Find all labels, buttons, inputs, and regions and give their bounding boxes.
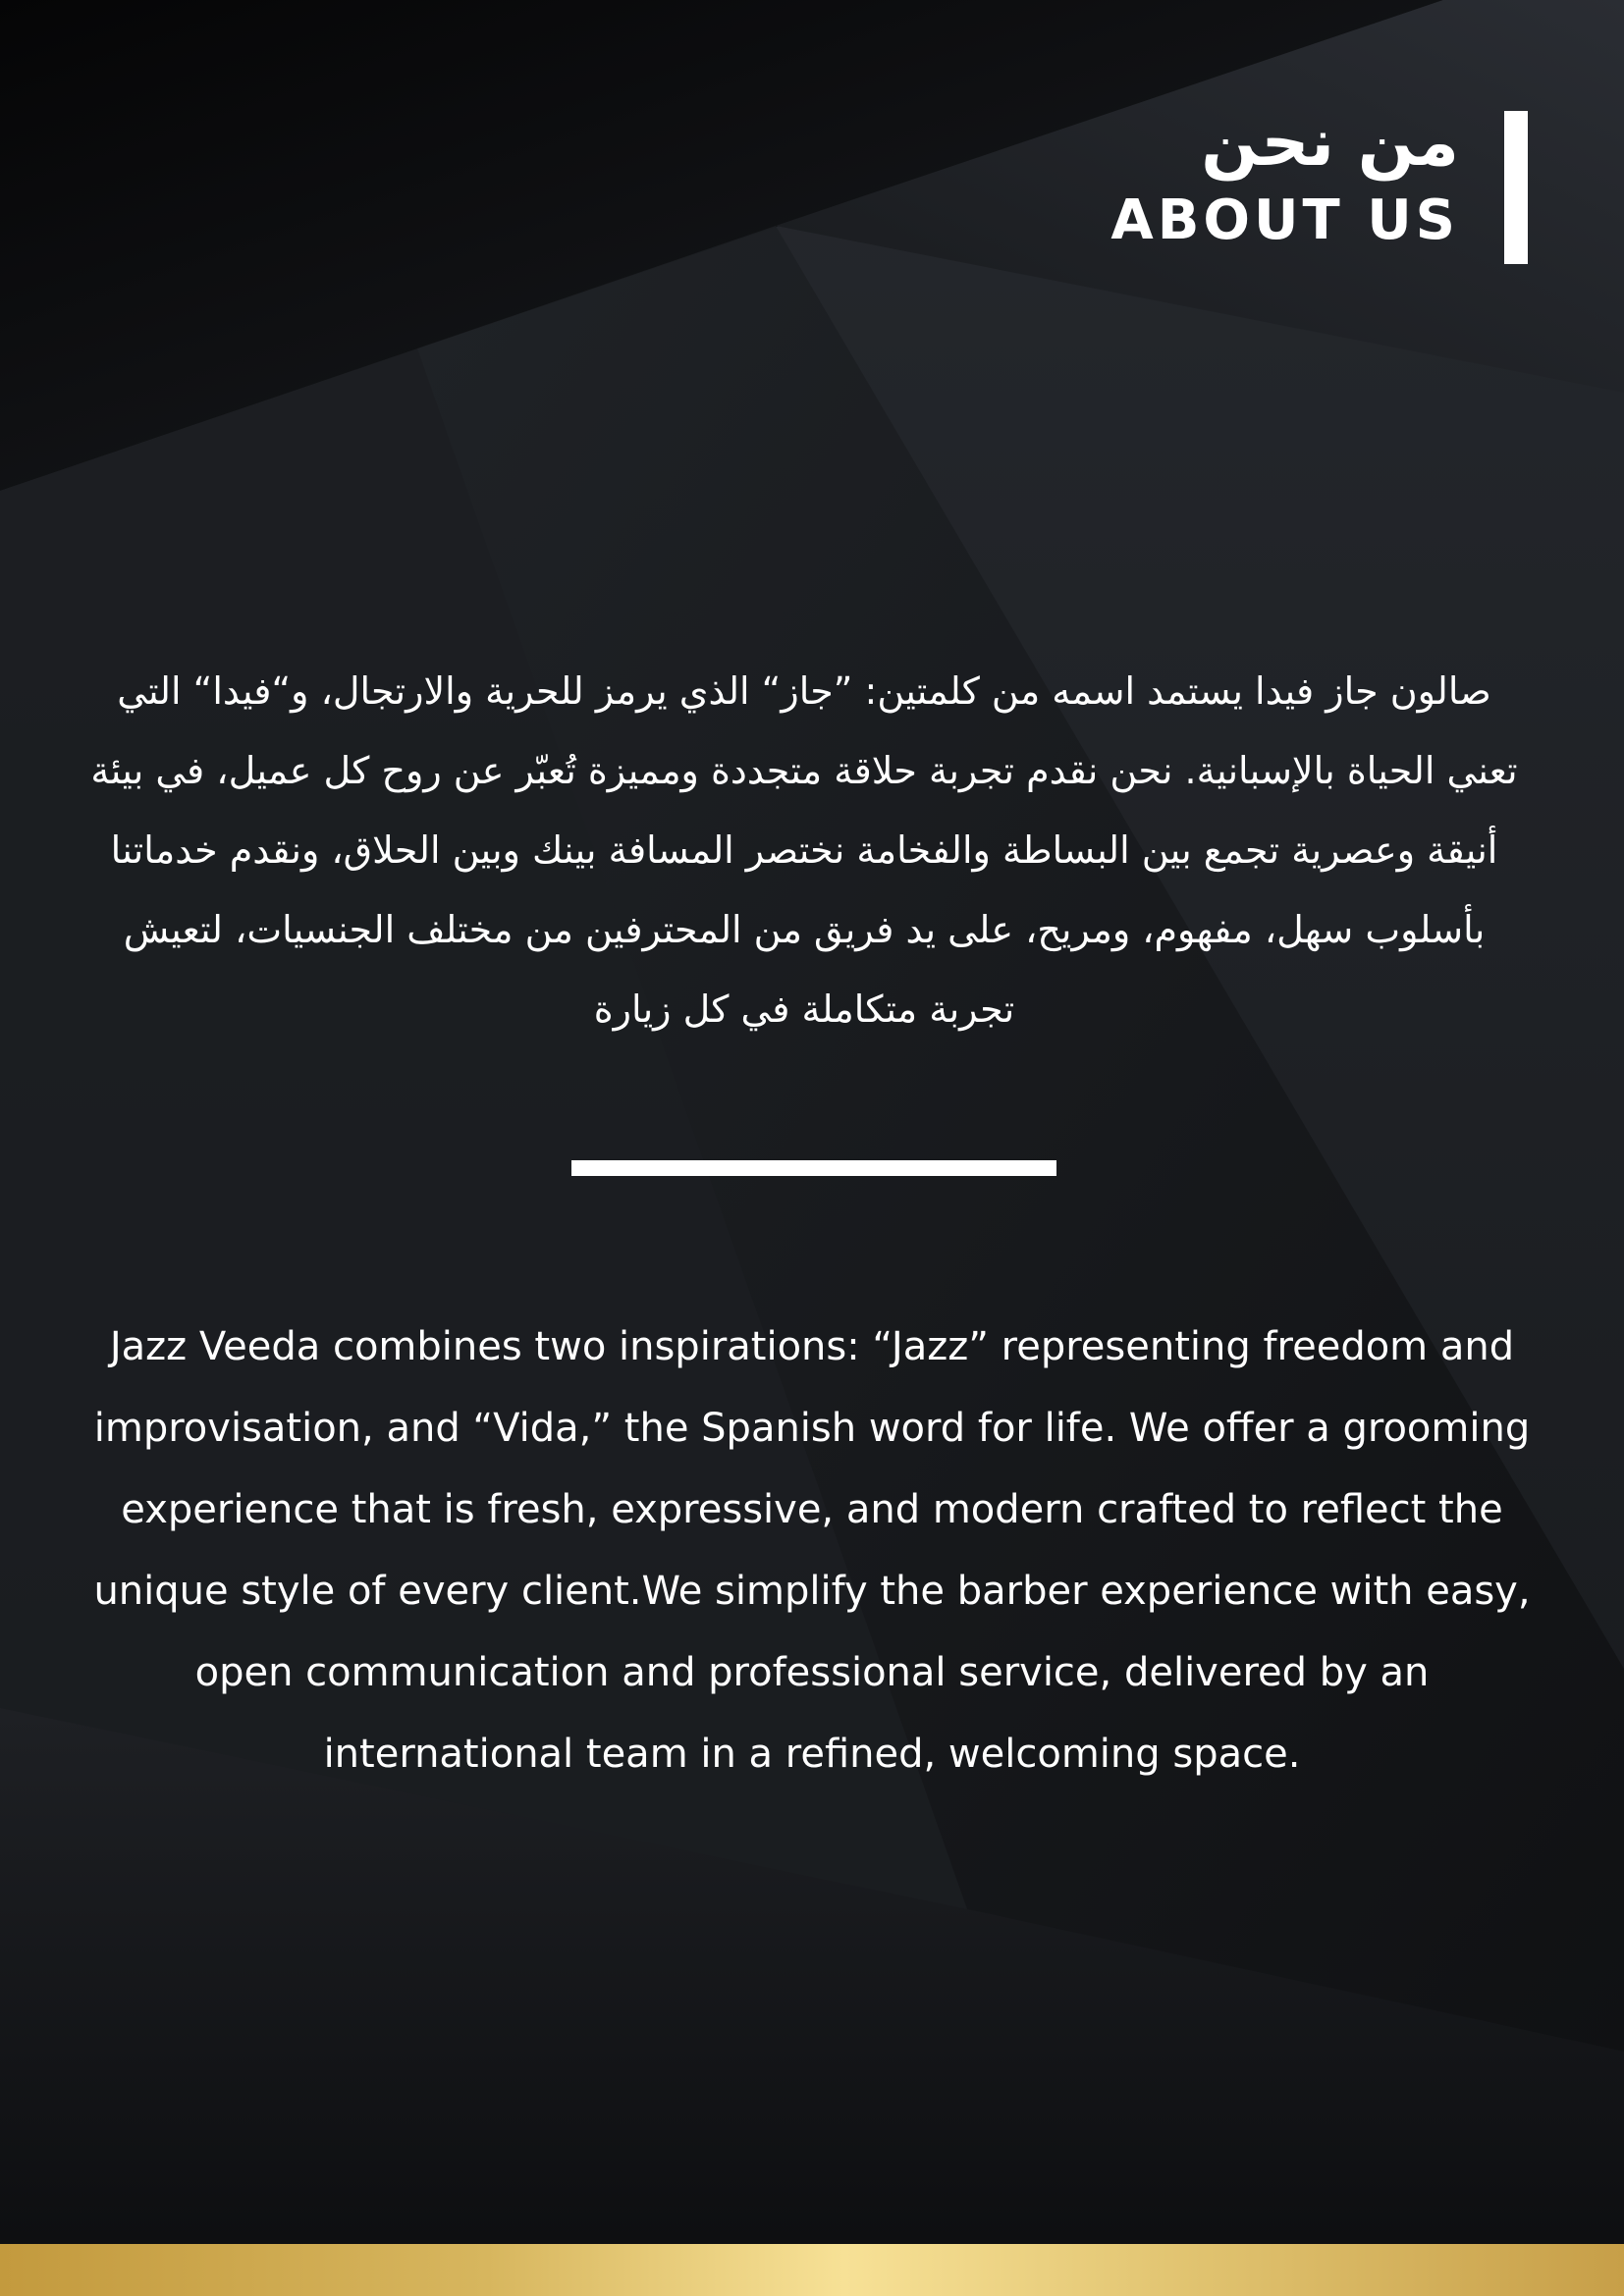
heading-title-english: ABOUT US	[1110, 188, 1459, 252]
gold-footer-band	[0, 2244, 1624, 2296]
about-paragraph-arabic: صالون جاز فيدا يستمد اسمه من كلمتين: ”جاز“ الذي يرمز للحرية والارتجال، و“فيدا“ التي تعني الحياة بالإسبانية. نحن نقدم تجربة حلاقة متجددة ومميزة تُعبّر عن روح كل عميل، في بيئة أنيقة وعصرية تجمع بين البساطة والفخامة نختصر المسافة بينك وبين الحلاق، ونقدم خدماتنا بأسلوب سهل، مفهوم، ومريح، على يد فريق من المحترفين من مختلف الجنسيات، لتعيش تجربة متكاملة في كل زيارة	[90, 669, 1518, 1031]
heading-title-arabic: من نحن	[1201, 104, 1459, 182]
section-divider	[571, 1160, 1056, 1176]
page-heading	[1110, 100, 1459, 255]
about-paragraph-english: Jazz Veeda combines two inspirations: “Jazz” representing freedom and improvisation, and “Vida,” the Spanish word for life. We offer a grooming experience that is fresh, expressive, and modern crafted to reflect the unique style of every client.We simplify the barber experience with easy, open communication and professional service, delivered by an international team in a refined, welcoming space.	[93, 1324, 1531, 1777]
heading-accent-bar	[1504, 111, 1528, 264]
